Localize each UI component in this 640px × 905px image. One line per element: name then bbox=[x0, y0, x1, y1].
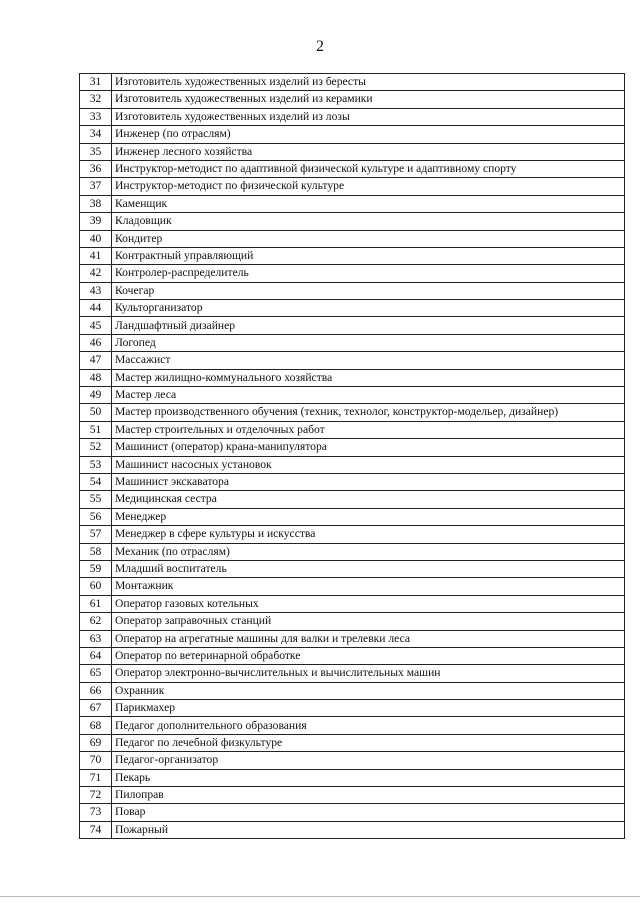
table-row bbox=[80, 456, 625, 473]
table-row bbox=[80, 178, 625, 195]
table-row bbox=[80, 195, 625, 212]
table-row bbox=[80, 665, 625, 682]
table-row bbox=[80, 74, 625, 91]
page-number: 2 bbox=[316, 38, 324, 55]
table-row bbox=[80, 578, 625, 595]
row-number: 32 bbox=[80, 91, 112, 108]
profession-name: Логопед bbox=[112, 334, 625, 351]
table-row bbox=[80, 613, 625, 630]
row-number: 43 bbox=[80, 282, 112, 299]
table-row bbox=[80, 595, 625, 612]
profession-name: Инструктор-методист по физической культуре bbox=[112, 178, 625, 195]
profession-name: Изготовитель художественных изделий из лозы bbox=[112, 108, 625, 125]
profession-name: Мастер производственного обучения (техник, технолог, конструктор-модельер, дизайнер) bbox=[112, 404, 625, 421]
row-number: 53 bbox=[80, 456, 112, 473]
profession-table-body bbox=[80, 74, 625, 839]
table-row bbox=[80, 543, 625, 560]
profession-name: Изготовитель художественных изделий из бересты bbox=[112, 74, 625, 91]
row-number: 71 bbox=[80, 769, 112, 786]
profession-name: Инженер лесного хозяйства bbox=[112, 143, 625, 160]
table-row bbox=[80, 734, 625, 751]
profession-name: Механик (по отраслям) bbox=[112, 543, 625, 560]
profession-name: Мастер жилищно-коммунального хозяйства bbox=[112, 369, 625, 386]
row-number: 39 bbox=[80, 213, 112, 230]
row-number: 52 bbox=[80, 439, 112, 456]
profession-name: Инженер (по отраслям) bbox=[112, 126, 625, 143]
row-number: 63 bbox=[80, 630, 112, 647]
table-row bbox=[80, 282, 625, 299]
profession-name: Культорганизатор bbox=[112, 300, 625, 317]
table-row bbox=[80, 769, 625, 786]
profession-name: Машинист (оператор) крана-манипулятора bbox=[112, 439, 625, 456]
row-number: 65 bbox=[80, 665, 112, 682]
profession-name: Кочегар bbox=[112, 282, 625, 299]
profession-name: Каменщик bbox=[112, 195, 625, 212]
row-number: 60 bbox=[80, 578, 112, 595]
profession-name: Оператор газовых котельных bbox=[112, 595, 625, 612]
profession-name: Оператор по ветеринарной обработке bbox=[112, 647, 625, 664]
profession-name: Педагог-организатор bbox=[112, 752, 625, 769]
profession-name: Мастер строительных и отделочных работ bbox=[112, 421, 625, 438]
row-number: 69 bbox=[80, 734, 112, 751]
table-row bbox=[80, 126, 625, 143]
row-number: 31 bbox=[80, 74, 112, 91]
row-number: 55 bbox=[80, 491, 112, 508]
row-number: 46 bbox=[80, 334, 112, 351]
table-row bbox=[80, 647, 625, 664]
table-row bbox=[80, 630, 625, 647]
row-number: 73 bbox=[80, 804, 112, 821]
row-number: 59 bbox=[80, 560, 112, 577]
table-row bbox=[80, 265, 625, 282]
row-number: 37 bbox=[80, 178, 112, 195]
profession-name: Контролер-распределитель bbox=[112, 265, 625, 282]
row-number: 34 bbox=[80, 126, 112, 143]
table-row bbox=[80, 300, 625, 317]
row-number: 57 bbox=[80, 526, 112, 543]
profession-name: Контрактный управляющий bbox=[112, 247, 625, 264]
table-row bbox=[80, 821, 625, 838]
profession-name: Повар bbox=[112, 804, 625, 821]
row-number: 74 bbox=[80, 821, 112, 838]
table-row bbox=[80, 143, 625, 160]
table-row bbox=[80, 508, 625, 525]
table-row bbox=[80, 91, 625, 108]
table-row bbox=[80, 473, 625, 490]
table-row bbox=[80, 682, 625, 699]
row-number: 38 bbox=[80, 195, 112, 212]
row-number: 56 bbox=[80, 508, 112, 525]
table-row bbox=[80, 700, 625, 717]
table-row bbox=[80, 787, 625, 804]
table-row bbox=[80, 160, 625, 177]
row-number: 50 bbox=[80, 404, 112, 421]
table-row bbox=[80, 491, 625, 508]
profession-name: Пожарный bbox=[112, 821, 625, 838]
row-number: 40 bbox=[80, 230, 112, 247]
table-row bbox=[80, 352, 625, 369]
table-row bbox=[80, 369, 625, 386]
row-number: 67 bbox=[80, 700, 112, 717]
row-number: 49 bbox=[80, 387, 112, 404]
profession-name: Мастер леса bbox=[112, 387, 625, 404]
profession-name: Кладовщик bbox=[112, 213, 625, 230]
table-row bbox=[80, 752, 625, 769]
row-number: 41 bbox=[80, 247, 112, 264]
row-number: 54 bbox=[80, 473, 112, 490]
profession-table bbox=[79, 73, 625, 839]
table-row bbox=[80, 108, 625, 125]
row-number: 51 bbox=[80, 421, 112, 438]
row-number: 45 bbox=[80, 317, 112, 334]
row-number: 62 bbox=[80, 613, 112, 630]
table-row bbox=[80, 439, 625, 456]
profession-name: Кондитер bbox=[112, 230, 625, 247]
profession-name: Инструктор-методист по адаптивной физической культуре и адаптивному спорту bbox=[112, 160, 625, 177]
profession-name: Пекарь bbox=[112, 769, 625, 786]
row-number: 35 bbox=[80, 143, 112, 160]
row-number: 42 bbox=[80, 265, 112, 282]
profession-name: Педагог по лечебной физкультуре bbox=[112, 734, 625, 751]
table-row bbox=[80, 317, 625, 334]
profession-name: Оператор электронно-вычислительных и вычислительных машин bbox=[112, 665, 625, 682]
row-number: 61 bbox=[80, 595, 112, 612]
row-number: 36 bbox=[80, 160, 112, 177]
table-row bbox=[80, 804, 625, 821]
profession-name: Пилоправ bbox=[112, 787, 625, 804]
table-row bbox=[80, 404, 625, 421]
row-number: 72 bbox=[80, 787, 112, 804]
profession-name: Оператор заправочных станций bbox=[112, 613, 625, 630]
table-row bbox=[80, 526, 625, 543]
profession-name: Охранник bbox=[112, 682, 625, 699]
row-number: 33 bbox=[80, 108, 112, 125]
table-row bbox=[80, 421, 625, 438]
profession-name: Младший воспитатель bbox=[112, 560, 625, 577]
profession-name: Менеджер bbox=[112, 508, 625, 525]
table-row bbox=[80, 387, 625, 404]
table-row bbox=[80, 230, 625, 247]
row-number: 66 bbox=[80, 682, 112, 699]
page-bottom-edge bbox=[0, 896, 640, 897]
row-number: 68 bbox=[80, 717, 112, 734]
row-number: 48 bbox=[80, 369, 112, 386]
table-row bbox=[80, 717, 625, 734]
profession-name: Монтажник bbox=[112, 578, 625, 595]
profession-name: Парикмахер bbox=[112, 700, 625, 717]
row-number: 64 bbox=[80, 647, 112, 664]
profession-name: Медицинская сестра bbox=[112, 491, 625, 508]
row-number: 44 bbox=[80, 300, 112, 317]
profession-name: Менеджер в сфере культуры и искусства bbox=[112, 526, 625, 543]
profession-name: Массажист bbox=[112, 352, 625, 369]
profession-name: Ландшафтный дизайнер bbox=[112, 317, 625, 334]
table-row bbox=[80, 213, 625, 230]
table-row bbox=[80, 560, 625, 577]
profession-name: Машинист насосных установок bbox=[112, 456, 625, 473]
row-number: 47 bbox=[80, 352, 112, 369]
row-number: 58 bbox=[80, 543, 112, 560]
profession-name: Машинист экскаватора bbox=[112, 473, 625, 490]
table-row bbox=[80, 247, 625, 264]
profession-name: Изготовитель художественных изделий из керамики bbox=[112, 91, 625, 108]
row-number: 70 bbox=[80, 752, 112, 769]
profession-name: Педагог дополнительного образования bbox=[112, 717, 625, 734]
profession-name: Оператор на агрегатные машины для валки и трелевки леса bbox=[112, 630, 625, 647]
table-row bbox=[80, 334, 625, 351]
